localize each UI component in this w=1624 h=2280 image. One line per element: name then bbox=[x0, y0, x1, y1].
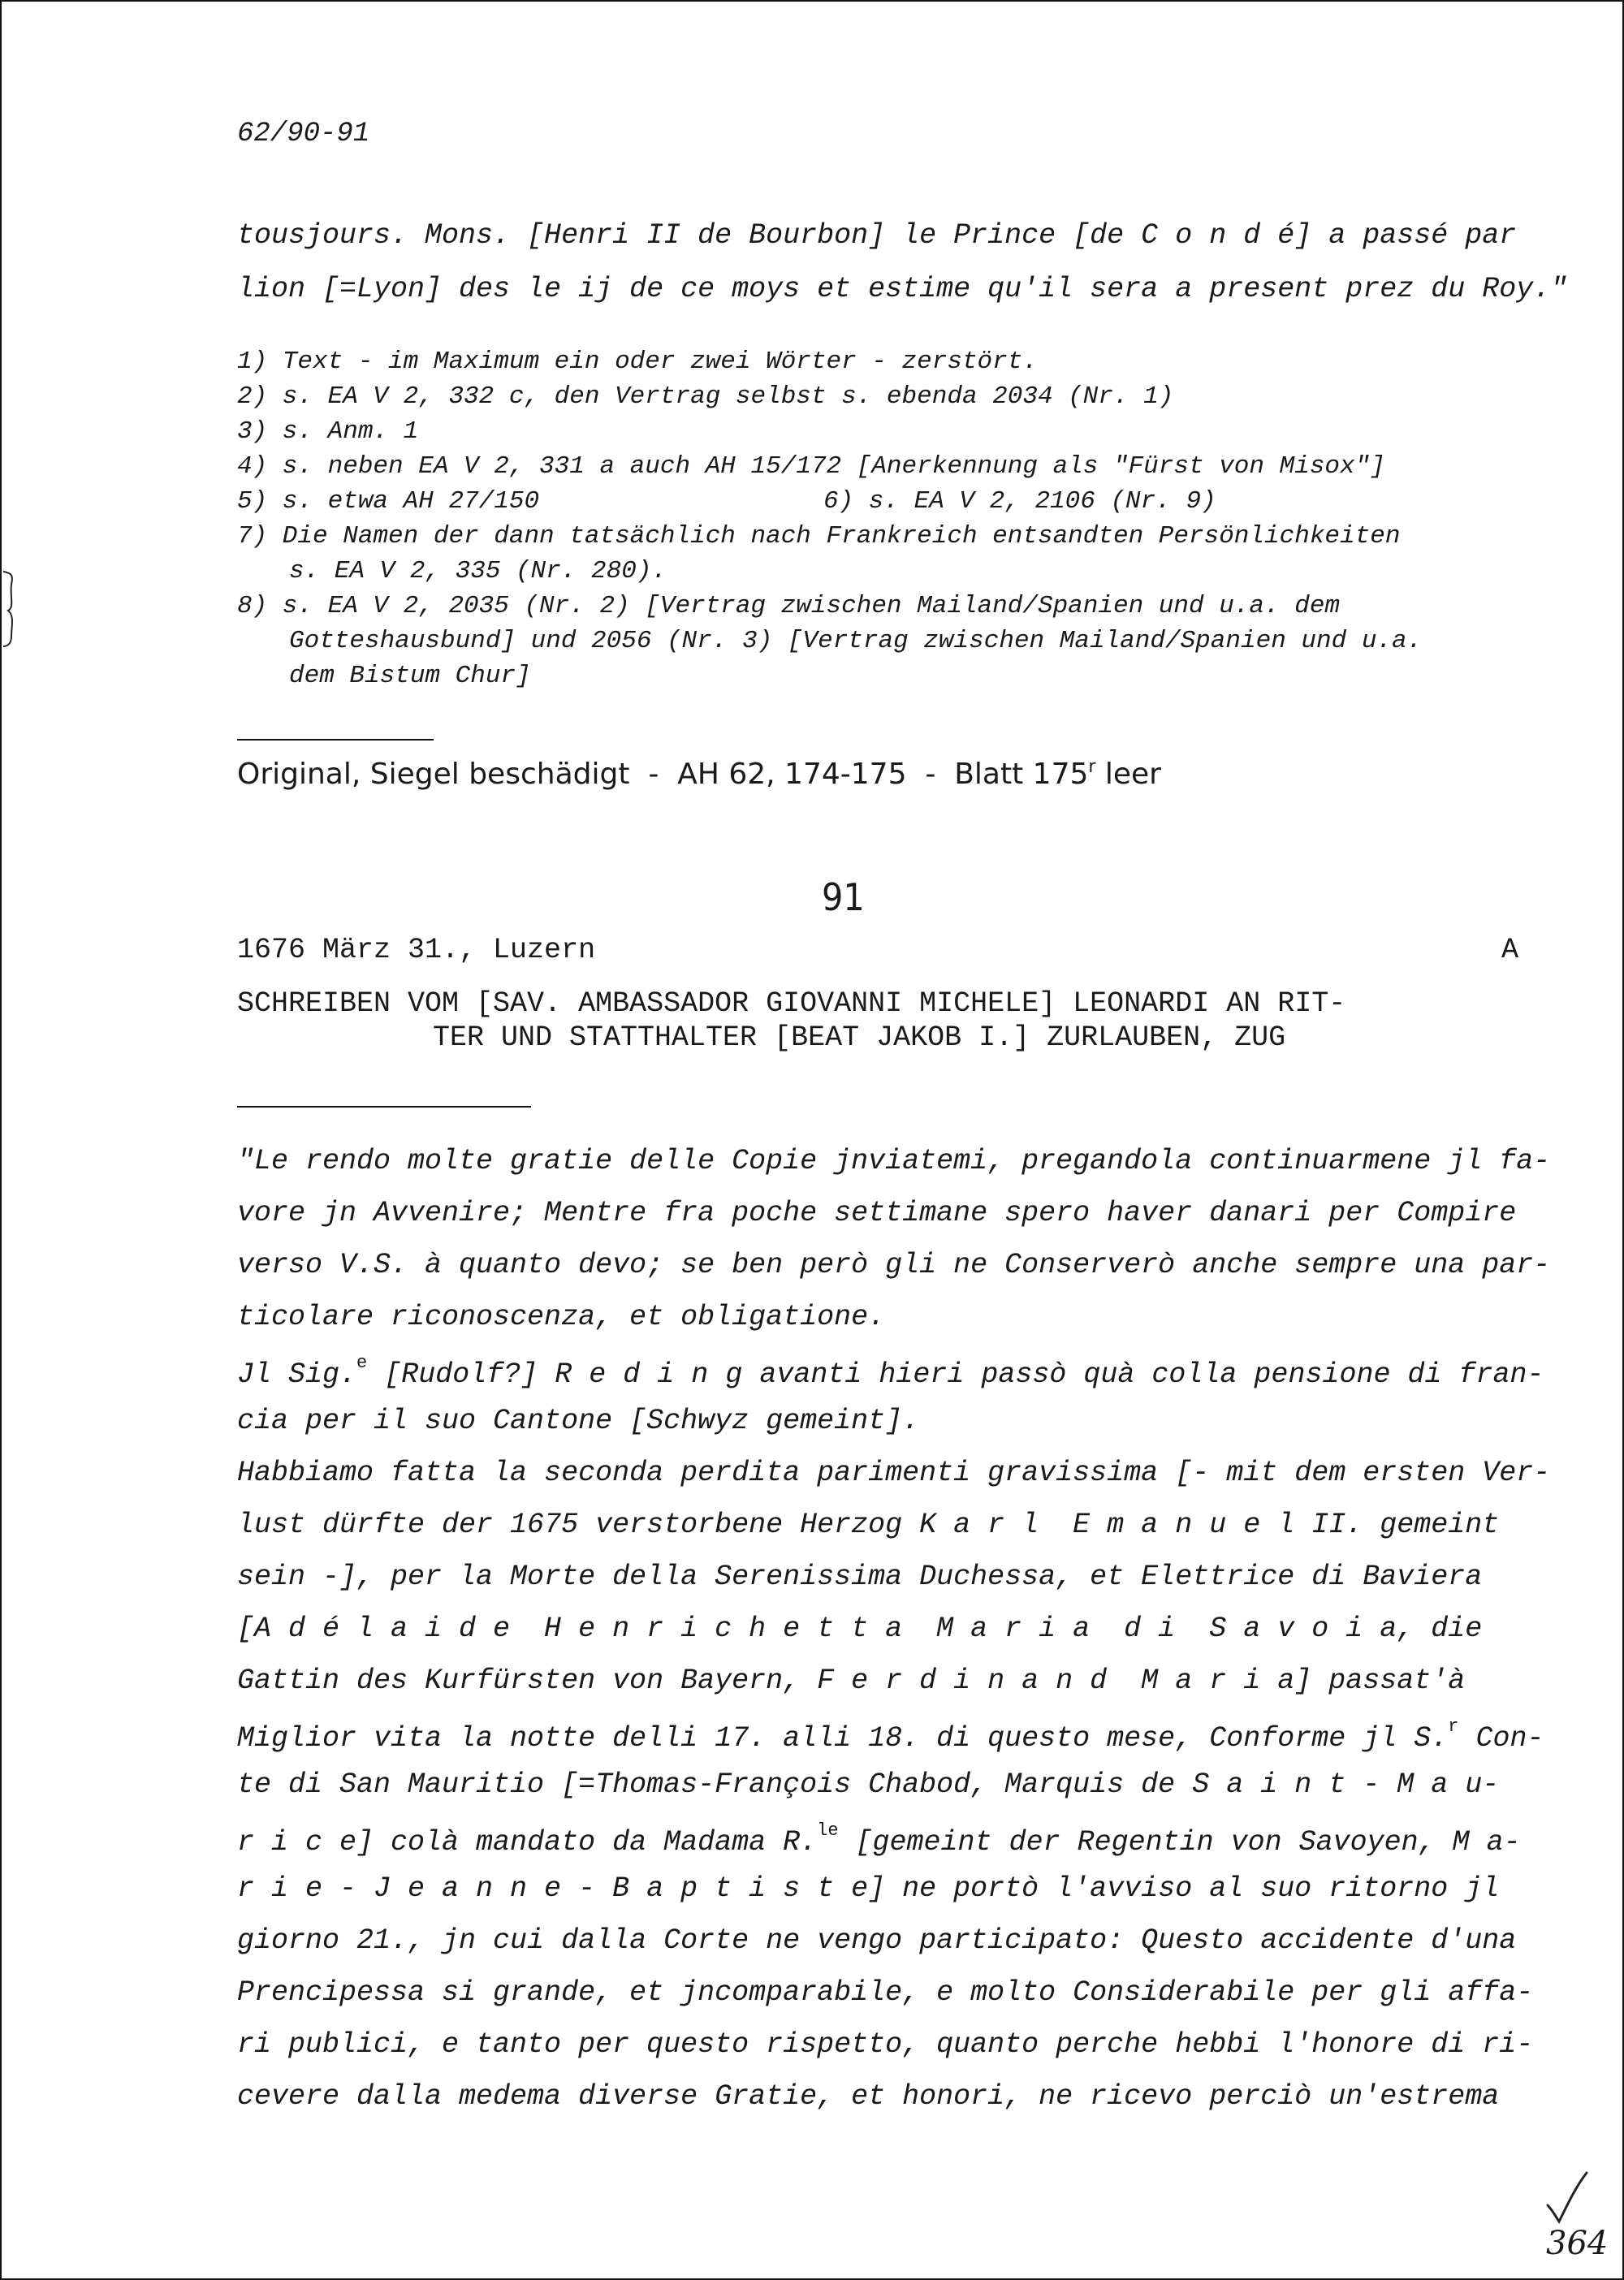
letter-code: A bbox=[1501, 934, 1518, 966]
body-line-17: Prencipessa si grande, et jncomparabile, e molto Considerabile per gli affa- bbox=[237, 1976, 1534, 2009]
document-number: 91 bbox=[822, 875, 865, 919]
body-text: ] passat'à bbox=[1294, 1665, 1466, 1697]
body-text: Gattin des Kurfürsten von Bayern, bbox=[237, 1665, 818, 1697]
body-line-5 bbox=[237, 1353, 1544, 1391]
body-line-15 bbox=[237, 1872, 1499, 1905]
source-note-text: Original, Siegel beschädigt - AH 62, 174-175 - Blatt 175 bbox=[237, 758, 1089, 791]
source-note bbox=[237, 757, 1161, 791]
source-note-tail: leer bbox=[1095, 758, 1161, 791]
body-line-11 bbox=[237, 1665, 1465, 1697]
body-text: lust dürfte der 1675 verstorbene Herzog bbox=[237, 1509, 920, 1541]
body-text: ] ne portò l'avviso al suo ritorno jl bbox=[868, 1872, 1500, 1905]
body-text: Con- bbox=[1458, 1722, 1544, 1755]
superscript: e bbox=[356, 1353, 368, 1373]
body-text: [gemeint der Regentin von Savoyen, bbox=[838, 1826, 1453, 1859]
spaced-name: S a i n t - M a u- bbox=[1192, 1768, 1500, 1801]
dateline: 1676 März 31., Luzern bbox=[237, 934, 596, 966]
body-line-6: cia per il suo Cantone [Schwyz gemeint]. bbox=[237, 1405, 920, 1437]
footnote-6: 6) s. EA V 2, 2106 (Nr. 9) bbox=[823, 487, 1216, 516]
superscript: r bbox=[1448, 1716, 1459, 1737]
body-line-3: verso V.S. à quanto devo; se ben però gli ne Conserverò anche sempre una par- bbox=[237, 1249, 1551, 1281]
title-separator bbox=[237, 1106, 531, 1108]
body-text: avanti hieri passò quà colla pensione di fran- bbox=[742, 1358, 1544, 1391]
header-reference: 62/90-91 bbox=[237, 119, 370, 149]
body-text: Miglior vita la notte delli 17. alli 18. di questo mese, Conforme jl S. bbox=[237, 1722, 1449, 1755]
body-line-18: ri publici, e tanto per questo rispetto, quanto perche hebbi l'honore di ri- bbox=[237, 2028, 1534, 2061]
body-line-9: sein -], per la Morte della Serenissima Duchessa, et Elettrice di Baviera bbox=[237, 1561, 1483, 1593]
spaced-name: R e d i n g bbox=[555, 1358, 743, 1391]
body-text: te di San Mauritio [=Thomas-François Chabod, Marquis de bbox=[237, 1768, 1193, 1801]
footnote-4: 4) s. neben EA V 2, 331 a auch AH 15/172 [Anerkennung als "Fürst von Misox"] bbox=[237, 452, 1385, 481]
spaced-name: K a r l E m a n u e l bbox=[919, 1509, 1295, 1541]
footnote-5: 5) s. etwa AH 27/150 bbox=[237, 487, 540, 516]
body-text: [Rudolf?] bbox=[367, 1358, 555, 1391]
footnote-7-cont: s. EA V 2, 335 (Nr. 280). bbox=[289, 557, 667, 585]
check-mark-icon bbox=[1543, 2170, 1592, 2226]
superscript: le bbox=[817, 1820, 839, 1841]
spaced-name: r i e - J e a n n e - B a p t i s t e bbox=[237, 1872, 869, 1905]
source-note-superscript: r bbox=[1088, 757, 1096, 777]
body-line-13 bbox=[237, 1768, 1499, 1801]
spaced-name: [A d é l a i d e H e n r i c h e t t a M a r i a d i S a v o i a bbox=[237, 1613, 1397, 1645]
footnote-8-cont-2: dem Bistum Chur] bbox=[289, 662, 531, 690]
footnote-8: 8) s. EA V 2, 2035 (Nr. 2) [Vertrag zwischen Mailand/Spanien und u.a. dem bbox=[237, 592, 1341, 620]
body-line-2: vore jn Avvenire; Mentre fra poche settimane spero haver danari per Compire bbox=[237, 1197, 1517, 1229]
body-text: , die bbox=[1397, 1613, 1483, 1645]
spaced-name: r i c e bbox=[237, 1826, 357, 1859]
margin-bracket-mark bbox=[2, 568, 18, 650]
body-text: Jl Sig. bbox=[237, 1358, 357, 1391]
footnote-7: 7) Die Namen der dann tatsächlich nach Frankreich entsandten Persönlichkeiten bbox=[237, 522, 1401, 551]
footnote-separator bbox=[237, 739, 434, 741]
body-text: II. gemeint bbox=[1294, 1509, 1500, 1541]
body-line-8 bbox=[237, 1509, 1499, 1541]
body-line-14 bbox=[237, 1820, 1521, 1859]
footnote-3: 3) s. Anm. 1 bbox=[237, 417, 419, 446]
body-line-19: cevere dalla medema diverse Gratie, et honori, ne ricevo perciò un'estrema bbox=[237, 2080, 1500, 2113]
footnote-8-cont-1: Gotteshausbund] und 2056 (Nr. 3) [Vertrag zwischen Mailand/Spanien und u.a. bbox=[289, 627, 1423, 655]
footnote-2: 2) s. EA V 2, 332 c, den Vertrag selbst s. ebenda 2034 (Nr. 1) bbox=[237, 382, 1174, 411]
spaced-name: F e r d i n a n d M a r i a bbox=[817, 1665, 1295, 1697]
body-line-12 bbox=[237, 1716, 1544, 1755]
body-line-16: giorno 21., jn cui dalla Corte ne vengo participato: Questo accidente d'una bbox=[237, 1924, 1517, 1957]
carryover-line-1: tousjours. Mons. [Henri II de Bourbon] le Prince [de C o n d é] a passé par bbox=[237, 219, 1517, 252]
body-line-4: ticolare riconoscenza, et obligatione. bbox=[237, 1301, 886, 1333]
carryover-line-2: lion [=Lyon] des le ij de ce moys et estime qu'il sera a present prez du Roy." bbox=[237, 273, 1568, 305]
title-line-1: SCHREIBEN VOM [SAV. AMBASSADOR GIOVANNI MICHELE] LEONARDI AN RIT- bbox=[237, 987, 1346, 1020]
spaced-name: M a- bbox=[1452, 1826, 1521, 1859]
title-line-2: TER UND STATTHALTER [BEAT JAKOB I.] ZURLAUBEN, ZUG bbox=[433, 1021, 1286, 1054]
body-line-10 bbox=[237, 1613, 1482, 1645]
handwritten-page-number: 364 bbox=[1546, 2225, 1609, 2262]
footnote-1: 1) Text - im Maximum ein oder zwei Wörter - zerstört. bbox=[237, 348, 1038, 376]
body-line-7: Habbiamo fatta la seconda perdita parimenti gravissima [- mit dem ersten Ver- bbox=[237, 1457, 1551, 1489]
body-line-1: "Le rendo molte gratie delle Copie jnviatemi, pregandola continuarmene jl fa- bbox=[237, 1145, 1551, 1177]
body-text: ] colà mandato da Madama R. bbox=[356, 1826, 818, 1859]
